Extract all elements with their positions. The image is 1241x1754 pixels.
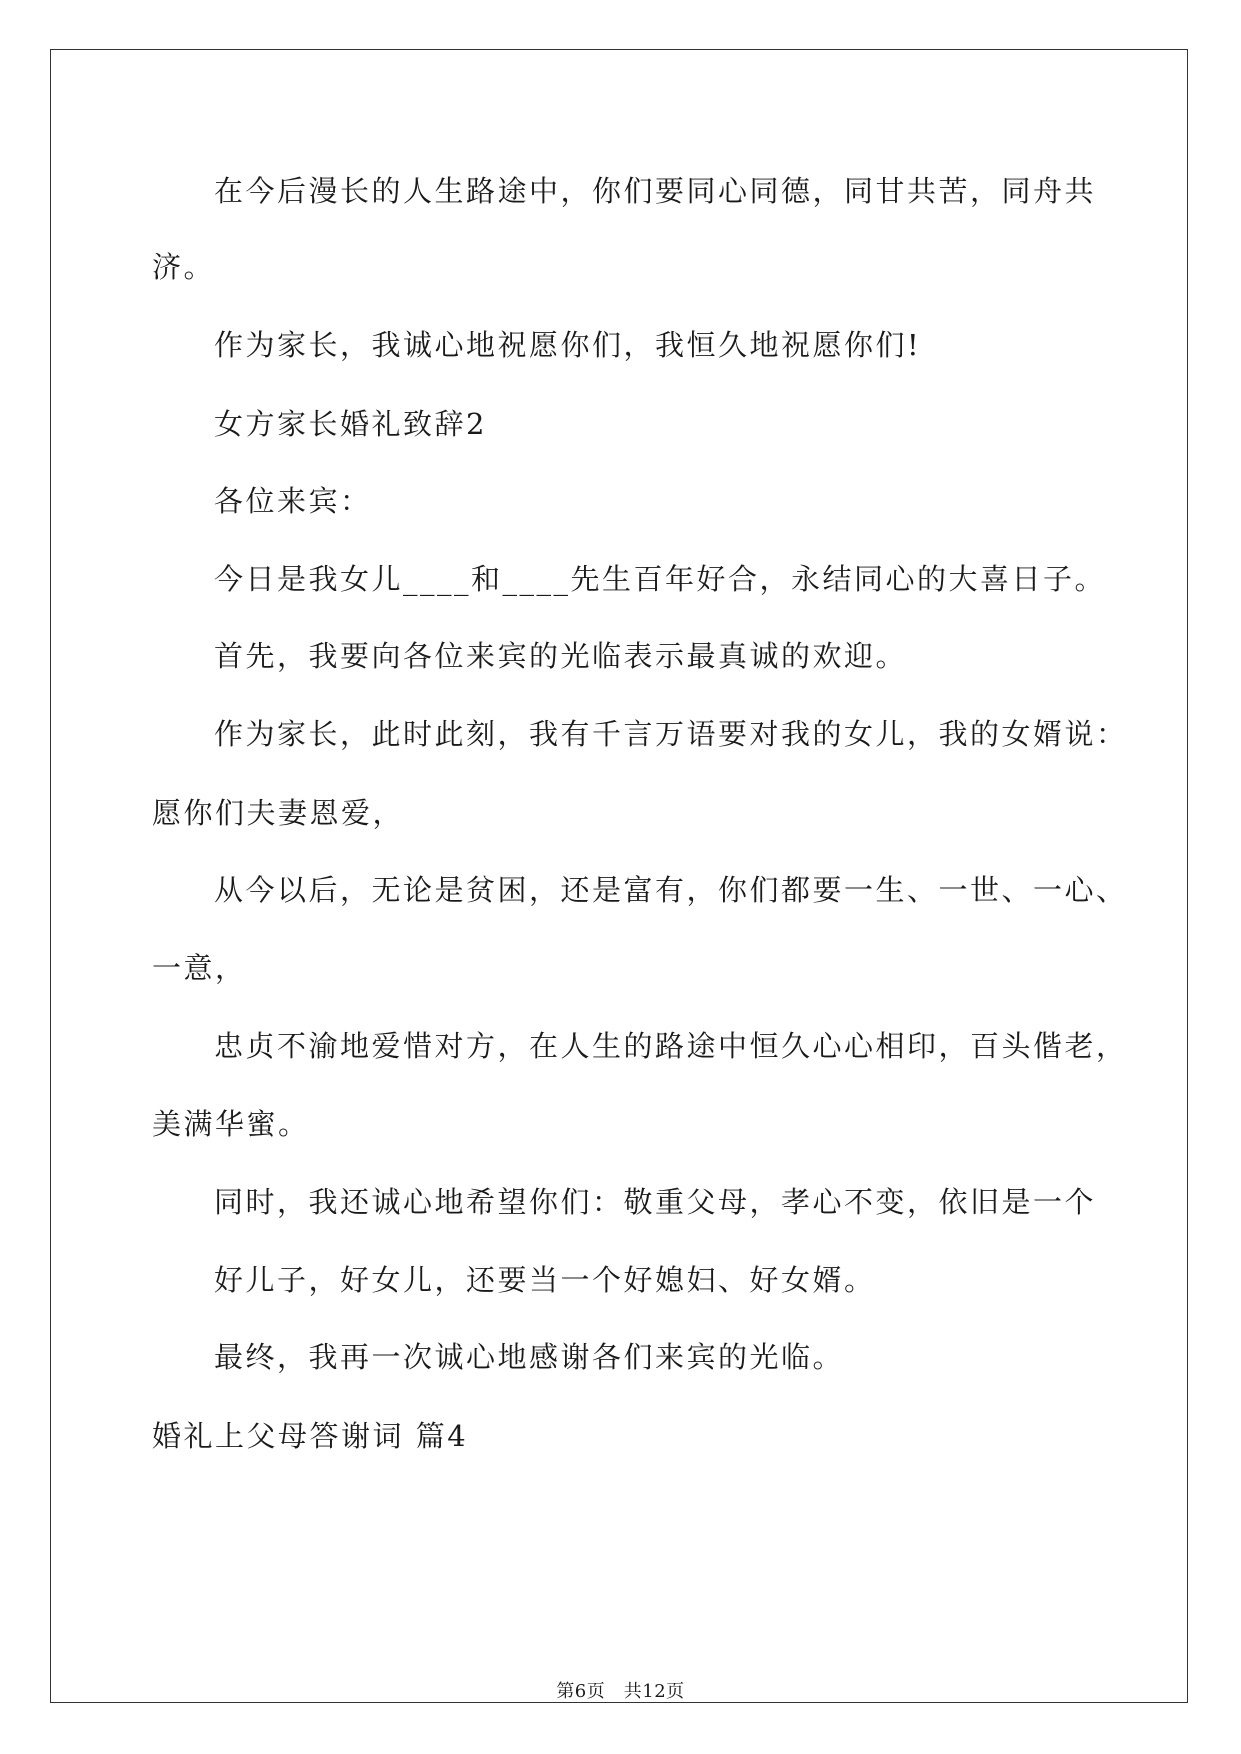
page-number-footer: 第6页 共12页 bbox=[556, 1681, 685, 1702]
paragraph-line: 首先，我要向各位来宾的光临表示最真诚的欢迎。 bbox=[214, 639, 908, 673]
paragraph-line: 作为家长，我诚心地祝愿你们，我恒久地祝愿你们! bbox=[214, 328, 922, 362]
paragraph-line: 一意， bbox=[152, 951, 247, 985]
section-heading: 婚礼上父母答谢词 篇4 bbox=[152, 1419, 469, 1453]
paragraph-line: 愿你们夫妻恩爱， bbox=[152, 796, 405, 830]
paragraph-line: 在今后漫长的人生路途中，你们要同心同德，同甘共苦，同舟共 bbox=[214, 174, 1097, 208]
section-heading: 女方家长婚礼致辞2 bbox=[214, 407, 487, 441]
paragraph-line: 美满华蜜。 bbox=[152, 1107, 310, 1141]
paragraph-line: 济。 bbox=[152, 250, 216, 284]
paragraph-line: 作为家长，此时此刻，我有千言万语要对我的女儿，我的女婿说： bbox=[214, 717, 1128, 751]
paragraph-line: 忠贞不渝地爱惜对方，在人生的路途中恒久心心相印，百头偕老， bbox=[214, 1029, 1128, 1063]
paragraph-line: 好儿子，好女儿，还要当一个好媳妇、好女婿。 bbox=[214, 1263, 876, 1297]
paragraph-line: 最终，我再一次诚心地感谢各们来宾的光临。 bbox=[214, 1340, 845, 1374]
paragraph-line: 同时，我还诚心地希望你们：敬重父母，孝心不变，依旧是一个 bbox=[214, 1185, 1097, 1219]
salutation: 各位来宾： bbox=[214, 484, 372, 518]
paragraph-line: 今日是我女儿____和____先生百年好合，永结同心的大喜日子。 bbox=[214, 562, 1107, 596]
paragraph-line: 从今以后，无论是贫困，还是富有，你们都要一生、一世、一心、 bbox=[214, 873, 1128, 907]
